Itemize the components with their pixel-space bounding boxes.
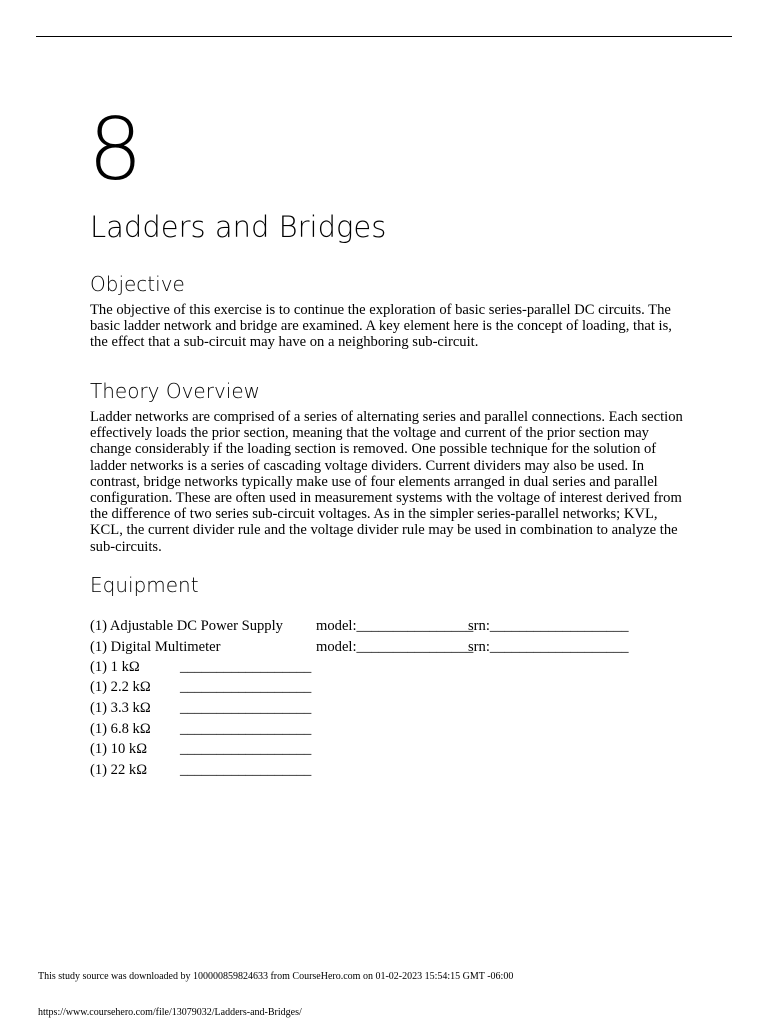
- resistor-item: (1) 10 kΩ: [90, 741, 148, 757]
- srn-field: srn:___________________: [468, 639, 629, 655]
- resistor-blank: __________________: [180, 700, 312, 716]
- resistor-blank: __________________: [180, 659, 312, 675]
- resistor-blank: __________________: [180, 762, 312, 778]
- model-field: model:________________: [316, 618, 474, 634]
- chapter-title: Ladders and Bridges: [90, 210, 387, 244]
- theory-text: Ladder networks are comprised of a series of alternating series and parallel connections. Each section effectively loads the prior section, meaning that the voltage and current of the prior section may change considerably if the loading section is removed. One possible technique for the solution of ladder networks is a series of cascading voltage dividers. Current dividers may also be used. In contrast, bridge networks typically make use of four elements arranged in dual series and parallel configuration. These are often used in measurement systems with the voltage of interest derived from the difference of two series sub-circuit voltages. As in the simpler series-parallel networks; KVL, KCL, the current divider rule and the voltage divider rule may be used in combination to analyze the sub-circuits.: [90, 409, 683, 555]
- resistor-blank: __________________: [180, 721, 312, 737]
- resistor-blank: __________________: [180, 741, 312, 757]
- equipment-item: (1) Adjustable DC Power Supply: [90, 618, 283, 634]
- footer-source-note: This study source was downloaded by 100000859824633 from CourseHero.com on 01-02-2023 15:54:15 GMT -06:00: [38, 971, 514, 982]
- objective-heading: Objective: [90, 272, 185, 296]
- resistor-item: (1) 1 kΩ: [90, 659, 140, 675]
- theory-heading: Theory Overview: [90, 379, 261, 403]
- model-field: model:________________: [316, 639, 474, 655]
- srn-field: srn:___________________: [468, 618, 629, 634]
- equipment-item: (1) Digital Multimeter: [90, 639, 221, 655]
- top-rule: [36, 36, 732, 37]
- objective-text: The objective of this exercise is to continue the exploration of basic series-parallel DC circuits. The basic ladder network and bridge are examined. A key element here is the concept of loading, that is, the effect that a sub-circuit may have on a neighboring sub-circuit.: [90, 302, 672, 351]
- equipment-heading: Equipment: [90, 573, 199, 597]
- resistor-item: (1) 22 kΩ: [90, 762, 148, 778]
- resistor-item: (1) 6.8 kΩ: [90, 721, 151, 737]
- footer-url[interactable]: https://www.coursehero.com/file/13079032/Ladders-and-Bridges/: [38, 1007, 302, 1018]
- chapter-number: 8: [88, 100, 143, 200]
- resistor-item: (1) 2.2 kΩ: [90, 679, 151, 695]
- resistor-item: (1) 3.3 kΩ: [90, 700, 151, 716]
- resistor-blank: __________________: [180, 679, 312, 695]
